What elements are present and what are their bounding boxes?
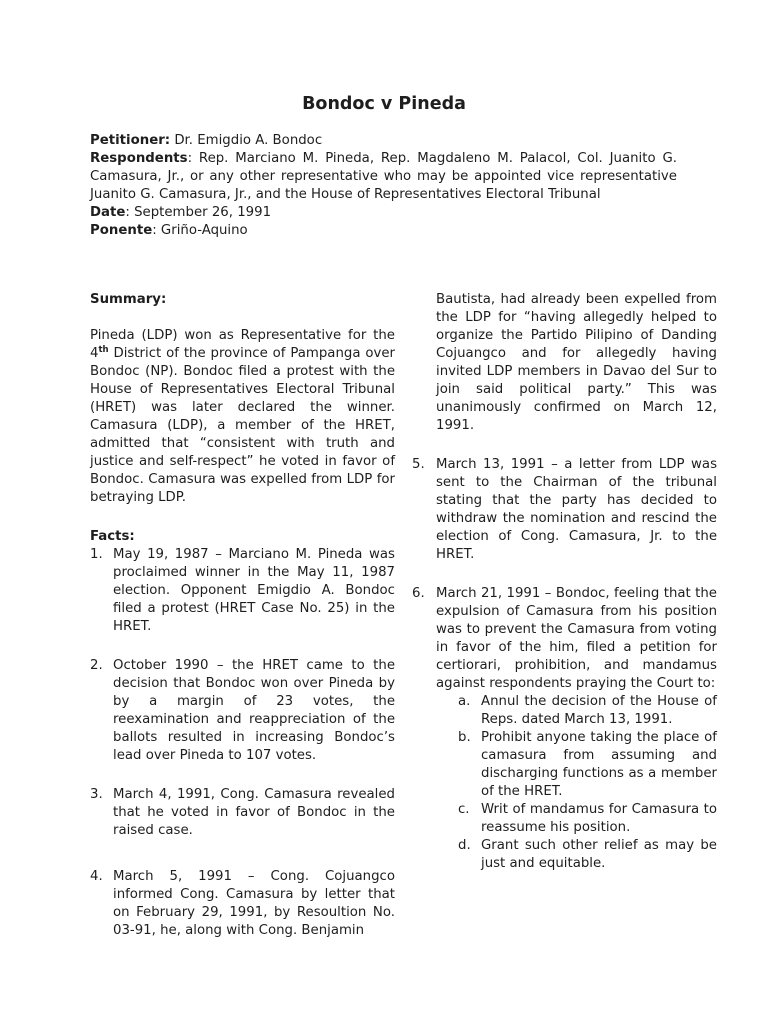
fact-text: March 21, 1991 – Bondoc, feeling that the expulsion of Camasura from his position was to prevent the Camasura from voting in favor of the him, filed a petition for certiorari, prohibition, and mandamus against respondents praying the Court to: bbox=[436, 586, 717, 691]
fact-item-2 bbox=[90, 657, 395, 765]
prayer-letter: d. bbox=[458, 838, 471, 853]
fact-item-3 bbox=[90, 786, 395, 840]
prayer-item-c bbox=[458, 801, 717, 837]
prayer-text: Prohibit anyone taking the place of camasura from assuming and discharging functions as a member of the HRET. bbox=[481, 730, 717, 799]
fact-item-4 bbox=[90, 868, 395, 940]
fact-item-5 bbox=[412, 456, 717, 564]
date-label: Date bbox=[90, 205, 126, 220]
fact-number: 4. bbox=[90, 869, 103, 884]
prayer-text: Writ of mandamus for Camasura to reassume his position. bbox=[481, 802, 717, 835]
summary-text-part1: Pineda (LDP) won as Representative for the 4 bbox=[90, 328, 395, 361]
left-column bbox=[90, 291, 395, 940]
fact-text: October 1990 – the HRET came to the decision that Bondoc won over Pineda by by a margin of 23 votes, the reexamination and reappreciation of the ballots resulted in increasing Bondoc’s lead over Pineda to 107 votes. bbox=[113, 658, 395, 763]
prayer-item-d bbox=[458, 837, 717, 873]
fact-text: Bautista, had already been expelled from the LDP for “having allegedly helped to organize the Partido Pilipino of Danding Cojuangco and for allegedly having invited LDP members in Davao del Sur to join said political party.” This was unanimously confirmed on March 12, 1991. bbox=[436, 292, 717, 433]
respondents-line bbox=[90, 150, 677, 204]
ponente-value: : Griño-Aquino bbox=[152, 223, 248, 238]
prayer-item-a bbox=[458, 693, 717, 729]
respondents-value: : Rep. Marciano M. Pineda, Rep. Magdaleno M. Palacol, Col. Juanito G. Camasura, Jr., or any other representative who may be appointed vice representative Juanito G. Camasura, Jr., and the House of Representatives Electoral Tribunal bbox=[90, 151, 677, 202]
facts-heading: Facts: bbox=[90, 529, 135, 544]
date-value: : September 26, 1991 bbox=[125, 205, 272, 220]
fact-text: March 13, 1991 – a letter from LDP was sent to the Chairman of the tribunal stating that the party has decided to withdraw the nomination and rescind the election of Cong. Camasura, Jr. to the HRET. bbox=[436, 457, 717, 562]
ponente-label: Ponente bbox=[90, 223, 153, 238]
summary-paragraph bbox=[90, 327, 395, 507]
prayer-letter: b. bbox=[458, 730, 471, 745]
page-title: Bondoc v Pineda bbox=[302, 94, 466, 114]
prayer-item-b bbox=[458, 729, 717, 801]
prayer-letter: a. bbox=[458, 694, 471, 709]
fact-text: March 4, 1991, Cong. Camasura revealed that he voted in favor of Bondoc in the raised case. bbox=[113, 787, 395, 838]
fact-text: May 19, 1987 – Marciano M. Pineda was proclaimed winner in the May 11, 1987 election. Opponent Emigdio A. Bondoc filed a protest (HRET Case No. 25) in the HRET. bbox=[113, 547, 395, 634]
case-header bbox=[90, 132, 677, 240]
fact-number: 3. bbox=[90, 787, 103, 802]
fact-number: 6. bbox=[412, 586, 425, 601]
summary-heading: Summary: bbox=[90, 292, 167, 307]
petitioner-value: Dr. Emigdio A. Bondoc bbox=[170, 133, 323, 148]
right-column bbox=[412, 291, 717, 873]
fact-number: 2. bbox=[90, 658, 103, 673]
prayer-text: Grant such other relief as may be just and equitable. bbox=[481, 838, 717, 871]
fact-number: 1. bbox=[90, 547, 103, 562]
summary-text-part2: District of the province of Pampanga over Bondoc (NP). Bondoc filed a protest with the House of Representatives Electoral Tribunal (HRET) was later declared the winner. Camasura (LDP), a member of the HRET, admitted that “consistent with truth and justice and self-respect” he voted in favor of Bondoc. Camasura was expelled from LDP for betraying LDP. bbox=[90, 346, 395, 505]
ponente-line bbox=[90, 222, 677, 240]
date-line bbox=[90, 204, 677, 222]
prayer-text: Annul the decision of the House of Reps. dated March 13, 1991. bbox=[481, 694, 717, 727]
petitioner-line bbox=[90, 132, 677, 150]
prayer-letter: c. bbox=[458, 802, 470, 817]
fact-item-4-continued bbox=[412, 291, 717, 435]
fact-item-1 bbox=[90, 546, 395, 636]
fact-item-6 bbox=[412, 585, 717, 873]
summary-superscript: th bbox=[98, 345, 109, 355]
fact-text: March 5, 1991 – Cong. Cojuangco informed Cong. Camasura by letter that on February 29, 1991, by Resoultion No. 03-91, he, along with Cong. Benjamin bbox=[113, 869, 395, 938]
respondents-label: Respondents bbox=[90, 151, 188, 166]
petitioner-label: Petitioner: bbox=[90, 133, 171, 148]
fact-number: 5. bbox=[412, 457, 425, 472]
